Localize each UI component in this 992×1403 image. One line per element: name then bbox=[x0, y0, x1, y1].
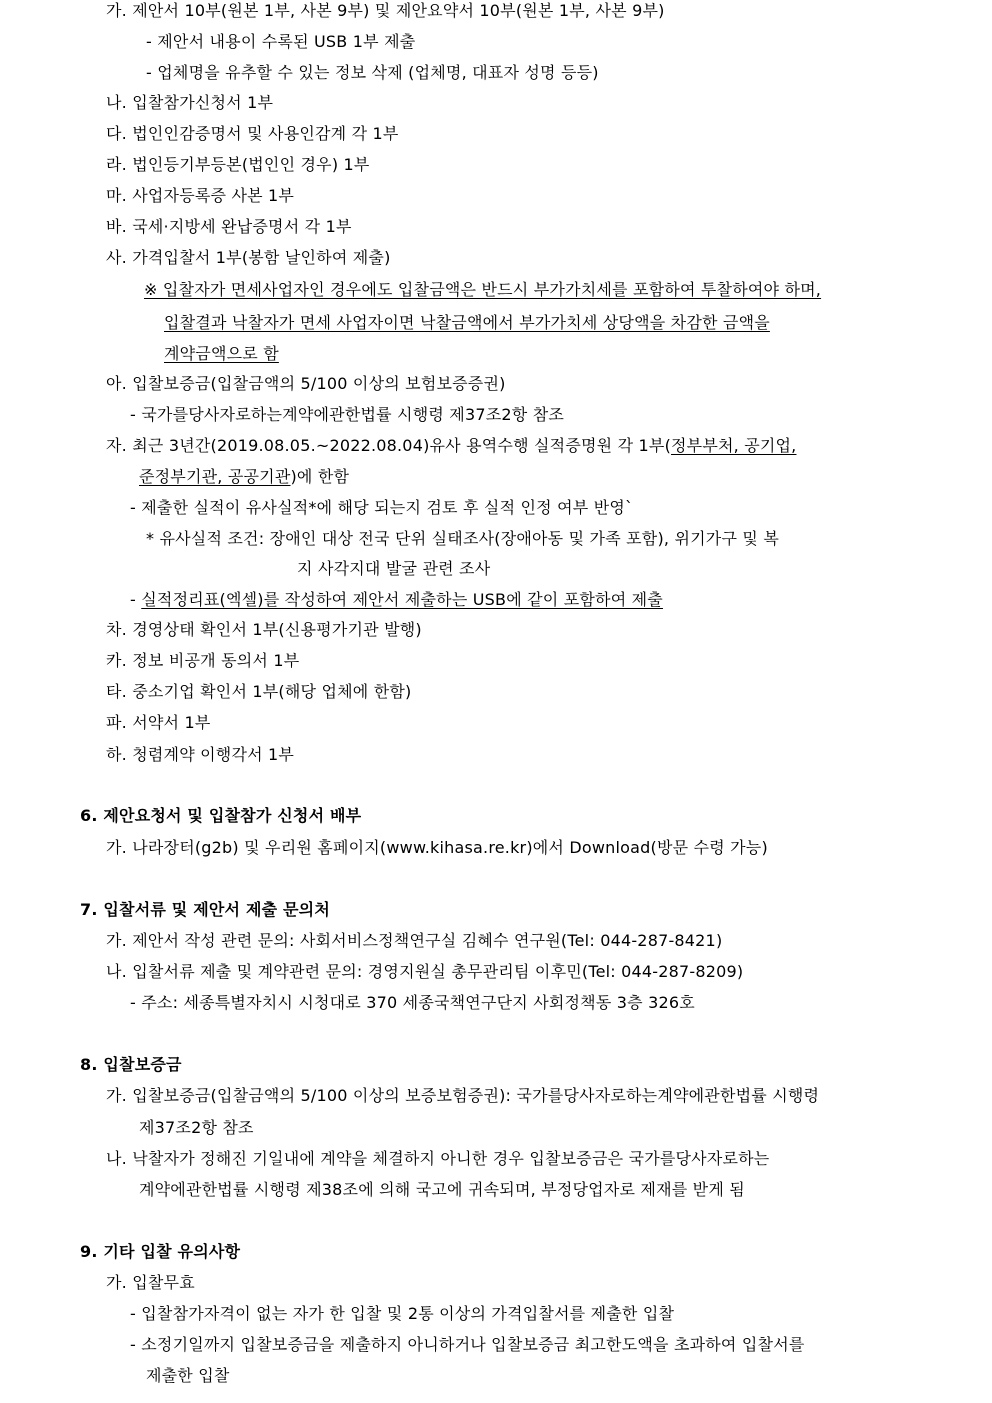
item-ja-underline1: 정부부처, 공기업, bbox=[671, 436, 797, 455]
section8-item-na-line2: 계약에관한법률 시행령 제38조에 의해 국고에 귀속되며, 부정당업자로 제재를 받게 됨 bbox=[139, 1180, 745, 1199]
section7-item-ga: 가. 제안서 작성 관련 문의: 사회서비스정책연구실 김혜수 연구원(Tel: 044-287-8421) bbox=[106, 931, 723, 950]
item-ja-sub3-dash: - bbox=[130, 590, 142, 609]
item-ta: 타. 중소기업 확인서 1부(해당 업체에 한함) bbox=[106, 682, 412, 701]
section9-item-ga-sub2a: - 소정기일까지 입찰보증금을 제출하지 아니하거나 입찰보증금 최고한도액을 초과하여 입찰서를 bbox=[130, 1335, 805, 1354]
item-ja-line1 bbox=[106, 436, 796, 456]
section7-item-na: 나. 입찰서류 제출 및 계약관련 문의: 경영지원실 총무관리팀 이후민(Tel: 044-287-8209) bbox=[106, 962, 744, 981]
item-na: 나. 입찰참가신청서 1부 bbox=[106, 93, 274, 112]
item-cha: 차. 경영상태 확인서 1부(신용평가기관 발행) bbox=[106, 620, 422, 639]
section9-title: 9. 기타 입찰 유의사항 bbox=[80, 1242, 241, 1261]
section6-title: 6. 제안요청서 및 입찰참가 신청서 배부 bbox=[80, 806, 362, 825]
section8-title: 8. 입찰보증금 bbox=[80, 1055, 182, 1074]
item-a: 아. 입찰보증금(입찰금액의 5/100 이상의 보험보증증권) bbox=[106, 374, 506, 393]
item-ha: 하. 청렴계약 이행각서 1부 bbox=[106, 745, 295, 764]
item-ja-suffix: )에 한함 bbox=[290, 467, 350, 486]
section9-item-ga-sub2b: 제출한 입찰 bbox=[146, 1366, 230, 1385]
item-ga-sub1: - 제안서 내용이 수록된 USB 1부 제출 bbox=[146, 32, 416, 51]
item-ga-sub2: - 업체명을 유추할 수 있는 정보 삭제 (업체명, 대표자 성명 등등) bbox=[146, 63, 599, 82]
item-ja-sub3-text: 실적정리표(엑셀)를 작성하여 제안서 제출하는 USB에 같이 포함하여 제출 bbox=[141, 590, 663, 609]
item-a-sub: - 국가를당사자로하는계약에관한법률 시행령 제37조2항 참조 bbox=[130, 405, 565, 424]
section8-item-ga-line1: 가. 입찰보증금(입찰금액의 5/100 이상의 보증보험증권): 국가를당사자로하는계약에관한법률 시행령 bbox=[106, 1086, 820, 1105]
section7-title: 7. 입찰서류 및 제안서 제출 문의처 bbox=[80, 900, 330, 919]
item-ja-sub1: - 제출한 실적이 유사실적*에 해당 되는지 검토 후 실적 인정 여부 반영` bbox=[130, 498, 634, 517]
section8-item-na-line1: 나. 낙찰자가 정해진 기일내에 계약을 체결하지 아니한 경우 입찰보증금은 국가를당사자로하는 bbox=[106, 1149, 770, 1168]
item-ja-sub2a: * 유사실적 조건: 장애인 대상 전국 단위 실태조사(장애아동 및 가족 포함), 위기가구 및 복 bbox=[146, 529, 779, 548]
section9-item-ga-sub1: - 입찰참가자격이 없는 자가 한 입찰 및 2통 이상의 가격입찰서를 제출한 입찰 bbox=[130, 1304, 675, 1323]
vat-note-line3: 계약금액으로 함 bbox=[164, 344, 279, 363]
vat-note-line2: 입찰결과 낙찰자가 면세 사업자이면 낙찰금액에서 부가가치세 상당액을 차감한 금액을 bbox=[164, 313, 770, 332]
item-ja-sub2b: 지 사각지대 발굴 관련 조사 bbox=[297, 559, 491, 578]
item-da: 다. 법인인감증명서 및 사용인감계 각 1부 bbox=[106, 124, 399, 143]
item-ja-underline2: 준정부기관, 공공기관 bbox=[139, 467, 291, 486]
section9-item-ga: 가. 입찰무효 bbox=[106, 1273, 195, 1292]
item-ra: 라. 법인등기부등본(법인인 경우) 1부 bbox=[106, 155, 370, 174]
item-ka: 카. 정보 비공개 동의서 1부 bbox=[106, 651, 300, 670]
item-ga: 가. 제안서 10부(원본 1부, 사본 9부) 및 제안요약서 10부(원본 1부, 사본 9부) bbox=[106, 1, 665, 20]
item-ja-line2 bbox=[139, 467, 349, 487]
section6-item-ga: 가. 나라장터(g2b) 및 우리원 홈페이지(www.kihasa.re.kr)에서 Download(방문 수령 가능) bbox=[106, 838, 768, 857]
item-ja-sub3 bbox=[130, 590, 663, 610]
section7-address: - 주소: 세종특별자치시 시청대로 370 세종국책연구단지 사회정책동 3층 326호 bbox=[130, 993, 695, 1012]
item-sa: 사. 가격입찰서 1부(봉함 날인하여 제출) bbox=[106, 248, 391, 267]
item-pa: 파. 서약서 1부 bbox=[106, 713, 211, 732]
vat-note-line1: ※ 입찰자가 면세사업자인 경우에도 입찰금액은 반드시 부가가치세를 포함하여 투찰하여야 하며, bbox=[144, 280, 822, 299]
section8-item-ga-line2: 제37조2항 참조 bbox=[139, 1118, 254, 1137]
item-ja-prefix: 자. 최근 3년간(2019.08.05.~2022.08.04)유사 용역수행 실적증명원 각 1부( bbox=[106, 436, 672, 455]
item-ba: 바. 국세·지방세 완납증명서 각 1부 bbox=[106, 217, 352, 236]
item-ma: 마. 사업자등록증 사본 1부 bbox=[106, 186, 295, 205]
